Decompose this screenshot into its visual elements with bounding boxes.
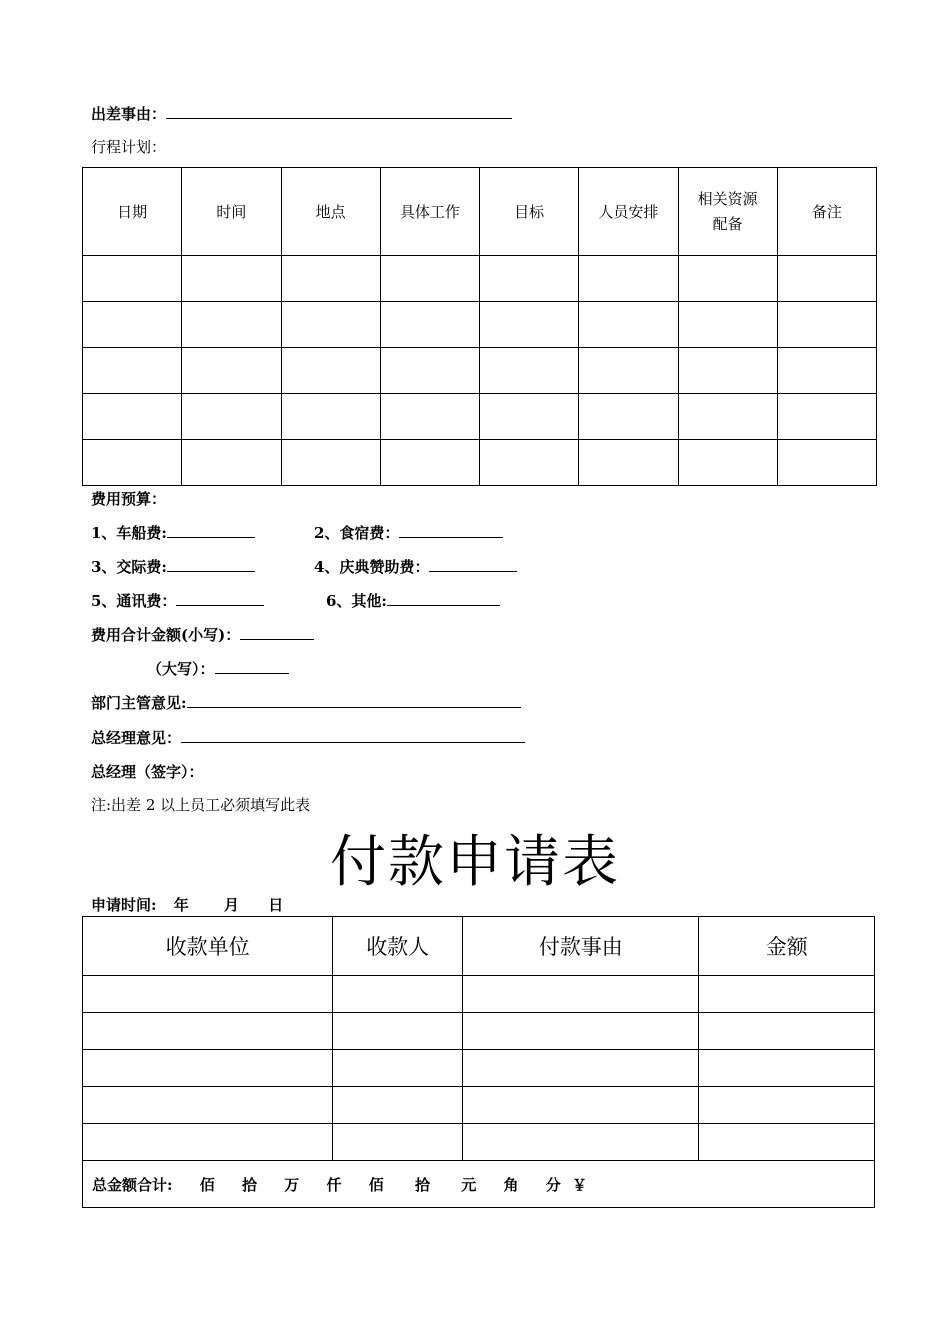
itinerary-header-work: 具体工作 (380, 168, 479, 256)
unit-shi-1: 拾 (242, 1175, 258, 1194)
budget-item-4-field[interactable] (429, 557, 517, 572)
table-row (83, 1087, 875, 1124)
unit-fen: 分 (545, 1175, 561, 1194)
budget-item-3 (91, 556, 255, 577)
budget-item-1 (91, 522, 255, 543)
total-small-label: 费用合计金额(小写)： (91, 626, 241, 644)
itinerary-header-date: 日期 (83, 168, 182, 256)
budget-item-6-field[interactable] (387, 591, 500, 606)
payment-header-reason: 付款事由 (463, 917, 699, 976)
total-amount-row (83, 1161, 875, 1208)
apply-time-row (91, 894, 283, 915)
resources-line1: 相关资源 (697, 189, 758, 208)
payment-header-row (83, 917, 875, 976)
gm-sign-label: 总经理（签字）： (91, 763, 204, 781)
table-row (83, 976, 875, 1013)
budget-item-5-field[interactable] (176, 591, 264, 606)
total-amount-label: 总金额合计: (92, 1175, 173, 1194)
table-row (83, 348, 877, 394)
table-row (83, 1124, 875, 1161)
budget-item-1-label: 1、车船费: (91, 524, 167, 542)
budget-item-4 (314, 556, 517, 577)
dept-opinion-label: 部门主管意见: (91, 694, 187, 712)
budget-item-6 (326, 590, 500, 611)
itinerary-header-place: 地点 (281, 168, 380, 256)
budget-item-2-label: 2、食宿费： (314, 524, 400, 542)
apply-day: 日 (268, 896, 284, 914)
itinerary-header-resources (678, 168, 777, 256)
total-big-field[interactable] (215, 659, 289, 674)
unit-shi-2: 拾 (415, 1175, 431, 1194)
budget-item-3-field[interactable] (167, 557, 255, 572)
itinerary-header-goal: 目标 (480, 168, 579, 256)
gm-opinion-field[interactable] (181, 728, 525, 743)
apply-month: 月 (224, 896, 240, 914)
unit-wan: 万 (284, 1175, 300, 1194)
travel-plan-label: 行程计划： (91, 138, 167, 156)
unit-yuan: 元 (461, 1175, 477, 1194)
gm-opinion-label: 总经理意见： (91, 729, 182, 747)
table-row (83, 256, 877, 302)
itinerary-header-time: 时间 (182, 168, 281, 256)
table-row (83, 1013, 875, 1050)
unit-bai-2: 佰 (368, 1175, 384, 1194)
table-row (83, 440, 877, 486)
dept-opinion-row (91, 692, 521, 713)
dept-opinion-field[interactable] (187, 693, 521, 708)
payment-header-payee-unit: 收款单位 (83, 917, 333, 976)
budget-item-4-label: 4、庆典赞助费： (314, 558, 430, 576)
budget-label: 费用预算： (91, 490, 167, 508)
budget-item-3-label: 3、交际费: (91, 558, 167, 576)
itinerary-header-staff: 人员安排 (579, 168, 678, 256)
apply-year: 年 (173, 896, 189, 914)
travel-reason-field[interactable] (166, 104, 512, 119)
budget-item-6-label: 6、其他: (326, 592, 387, 610)
table-row (83, 302, 877, 348)
payment-table (82, 916, 875, 1208)
itinerary-table (82, 167, 877, 486)
table-row (83, 394, 877, 440)
budget-item-1-field[interactable] (167, 523, 255, 538)
payment-title: 付款申请表 (330, 830, 620, 895)
itinerary-header-remarks: 备注 (777, 168, 876, 256)
budget-item-2-field[interactable] (399, 523, 503, 538)
unit-bai-1: 佰 (199, 1175, 215, 1194)
note-text: 注:出差 2 以上员工必须填写此表 (91, 796, 311, 814)
total-small-row (91, 624, 314, 645)
currency-symbol: ￥ (572, 1175, 588, 1194)
total-big-row (147, 658, 289, 679)
itinerary-header-row (83, 168, 877, 256)
budget-item-5-label: 5、通讯费： (91, 592, 177, 610)
travel-reason-label: 出差事由： (91, 105, 167, 123)
payment-header-payee: 收款人 (333, 917, 463, 976)
unit-qian: 仟 (326, 1175, 342, 1194)
gm-opinion-row (91, 727, 525, 748)
total-big-label: （大写）： (147, 660, 215, 678)
unit-jiao: 角 (503, 1175, 519, 1194)
resources-line2: 配备 (712, 214, 743, 233)
budget-item-5 (91, 590, 264, 611)
travel-reason-row (91, 103, 512, 124)
payment-header-amount: 金额 (699, 917, 875, 976)
apply-time-label: 申请时间: (91, 896, 157, 914)
total-amount-cell (83, 1161, 875, 1208)
table-row (83, 1050, 875, 1087)
budget-item-2 (314, 522, 503, 543)
total-small-field[interactable] (240, 625, 314, 640)
